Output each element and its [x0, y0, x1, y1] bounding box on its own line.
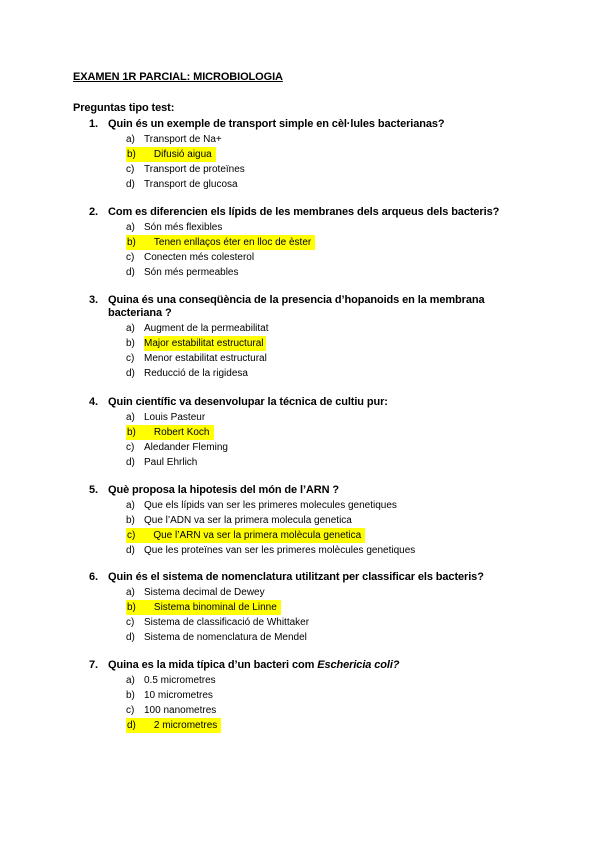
answer-options: [89, 673, 529, 733]
option-text: Són més flexibles: [144, 222, 223, 233]
question-number: 7.: [89, 659, 98, 671]
answer-options: [89, 132, 529, 192]
option-letter: b): [127, 237, 136, 248]
option-text: 100 nanometres: [144, 705, 217, 716]
answer-options: [89, 321, 529, 381]
question-statement: Què proposa la hipotesis del món de l’ARN ?: [108, 484, 340, 496]
answer-option: [89, 673, 529, 688]
option-letter: a): [126, 675, 135, 686]
option-letter: d): [126, 632, 135, 643]
option-text: Menor estabilitat estructural: [144, 353, 267, 364]
question-statement: Com es diferencien els lípids de les membranes dels arqueus dels bacteris?: [108, 206, 500, 218]
answer-option: [89, 455, 529, 470]
answer-option: [89, 177, 529, 192]
answer-option: [89, 543, 529, 558]
answer-option: [89, 410, 529, 425]
question-text: [89, 659, 529, 672]
question-4: [89, 396, 529, 470]
option-text: Que l’ADN va ser la primera molecula genetica: [144, 515, 352, 526]
option-text: Difusió aigua: [153, 149, 212, 160]
question-statement: Quin científic va desenvolupar la técnica de cultiu pur:: [108, 396, 388, 408]
option-text: 0.5 micrometres: [144, 675, 216, 686]
answer-option: [89, 220, 529, 235]
question-7: [89, 659, 529, 733]
option-letter: a): [126, 134, 135, 145]
question-number: 6.: [89, 571, 98, 583]
exam-title: EXAMEN 1R PARCIAL: MICROBIOLOGIA: [73, 71, 283, 83]
option-letter: c): [126, 164, 135, 175]
question-number: 3.: [89, 294, 98, 306]
option-letter: b): [127, 602, 136, 613]
answer-option-highlighted: [89, 235, 529, 250]
option-text: 10 micrometres: [144, 690, 213, 701]
answer-option-highlighted: [89, 147, 529, 162]
answer-option: [89, 498, 529, 513]
question-text: [89, 118, 529, 131]
answer-option: [89, 366, 529, 381]
option-letter: b): [127, 149, 136, 160]
question-text: [89, 294, 508, 320]
question-text: [89, 206, 529, 219]
option-letter: c): [126, 705, 135, 716]
option-letter: a): [126, 412, 135, 423]
option-letter: a): [126, 323, 135, 334]
answer-option: [89, 513, 529, 528]
question-number: 5.: [89, 484, 98, 496]
option-letter: c): [127, 530, 136, 541]
option-text: Que les proteïnes van ser les primeres molècules genetiques: [144, 545, 416, 556]
option-letter: b): [127, 427, 136, 438]
option-letter: b): [126, 338, 135, 349]
option-letter: d): [126, 545, 135, 556]
option-text: Transport de glucosa: [144, 179, 238, 190]
option-text: Conecten més colesterol: [144, 252, 255, 263]
question-text: [89, 484, 529, 497]
option-text: Sistema binominal de Linne: [153, 602, 277, 613]
answer-option: [89, 703, 529, 718]
option-text: Transport de proteïnes: [144, 164, 245, 175]
answer-option: [89, 250, 529, 265]
answer-option: [89, 321, 529, 336]
answer-options: [89, 498, 529, 558]
question-6: [89, 571, 529, 645]
option-text: Louis Pasteur: [144, 412, 206, 423]
answer-option: [89, 162, 529, 177]
question-number: 4.: [89, 396, 98, 408]
answer-option: [89, 615, 529, 630]
answer-option: [89, 132, 529, 147]
option-letter: c): [126, 353, 135, 364]
option-letter: a): [126, 587, 135, 598]
option-letter: a): [126, 222, 135, 233]
option-text: Transport de Na+: [144, 134, 222, 145]
option-text: Són més permeables: [144, 267, 239, 278]
option-text: Sistema decimal de Dewey: [144, 587, 265, 598]
question-3: [89, 294, 529, 381]
answer-options: [89, 220, 529, 280]
section-subtitle: Preguntas tipo test:: [73, 102, 175, 114]
answer-option: [89, 265, 529, 280]
question-text: [89, 571, 529, 584]
option-text: Aledander Fleming: [144, 442, 228, 453]
option-letter: d): [126, 267, 135, 278]
question-statement: [108, 659, 529, 672]
option-text: Sistema de classificació de Whittaker: [144, 617, 310, 628]
option-letter: c): [126, 442, 135, 453]
species-name: Eschericia coli?: [317, 659, 400, 671]
option-letter: b): [126, 690, 135, 701]
option-letter: d): [126, 368, 135, 379]
option-text: Sistema de nomenclatura de Mendel: [144, 632, 307, 643]
question-2: [89, 206, 529, 280]
question-number: 1.: [89, 118, 98, 130]
answer-option-highlighted: [89, 528, 529, 543]
question-statement: Quin és el sistema de nomenclatura utilitzant per classificar els bacteris?: [108, 571, 484, 583]
answer-option-highlighted: [89, 336, 529, 351]
answer-option: [89, 440, 529, 455]
option-text: Major estabilitat estructural: [144, 338, 264, 349]
option-text: Paul Ehrlich: [144, 457, 198, 468]
option-text: Augment de la permeabilitat: [144, 323, 269, 334]
answer-options: [89, 410, 529, 470]
answer-option: [89, 630, 529, 645]
option-text: Que l’ARN va ser la primera molècula genetica: [153, 530, 362, 541]
question-5: [89, 484, 529, 558]
option-text: Robert Koch: [153, 427, 210, 438]
option-letter: d): [126, 457, 135, 468]
option-text: 2 micrometres: [153, 720, 218, 731]
question-statement-prefix: Quina es la mida típica d’un bacteri com: [108, 659, 318, 671]
answer-options: [89, 585, 529, 645]
answer-option: [89, 688, 529, 703]
option-letter: a): [126, 500, 135, 511]
option-letter: c): [126, 252, 135, 263]
option-letter: d): [126, 179, 135, 190]
option-letter: c): [126, 617, 135, 628]
option-letter: b): [126, 515, 135, 526]
option-text: Tenen enllaços éter en lloc de èster: [153, 237, 312, 248]
question-text: [89, 396, 529, 409]
option-text: Que els lípids van ser les primeres molecules genetiques: [144, 500, 397, 511]
answer-option: [89, 351, 529, 366]
question-statement: Quina és una conseqüència de la presencia d’hopanoids en la membrana bacteriana ?: [108, 294, 485, 319]
question-1: [89, 118, 529, 192]
option-letter: d): [127, 720, 136, 731]
question-number: 2.: [89, 206, 98, 218]
answer-option-highlighted: [89, 600, 529, 615]
option-text: Reducció de la rigidesa: [144, 368, 248, 379]
answer-option-highlighted: [89, 425, 529, 440]
answer-option: [89, 585, 529, 600]
answer-option-highlighted: [89, 718, 529, 733]
question-statement: Quin és un exemple de transport simple en cèl·lules bacterianas?: [108, 118, 445, 130]
